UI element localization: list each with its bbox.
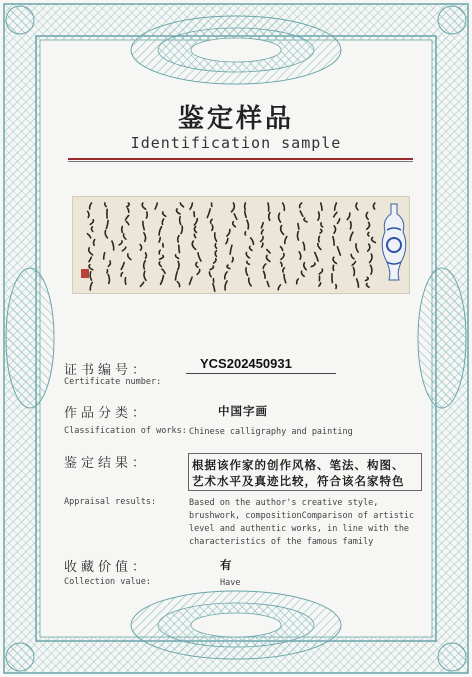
blue-white-vase-icon: [381, 200, 407, 290]
brush-stroke: [268, 203, 269, 211]
brush-stroke: [194, 218, 197, 225]
brush-stroke: [125, 215, 128, 219]
brush-stroke: [319, 236, 320, 242]
brush-stroke: [146, 253, 147, 258]
brush-stroke: [267, 281, 269, 286]
collection-label-cn: 收藏价值：: [64, 560, 150, 575]
brush-stroke: [321, 223, 323, 227]
brush-stroke: [128, 208, 129, 212]
classification-value-en: Chinese calligraphy and painting: [189, 427, 353, 437]
brush-stroke: [159, 262, 161, 267]
brush-stroke: [247, 261, 250, 264]
brush-stroke: [146, 212, 147, 218]
brush-stroke: [227, 229, 230, 236]
brush-stroke: [321, 203, 322, 210]
brush-stroke: [283, 203, 285, 210]
brush-stroke: [333, 257, 336, 263]
brush-stroke: [179, 245, 180, 252]
brush-stroke: [334, 212, 337, 217]
brush-stroke: [140, 282, 143, 286]
brush-stroke: [280, 247, 282, 251]
brush-stroke: [196, 262, 198, 267]
title-rule-red: [68, 158, 413, 160]
brush-stroke: [88, 211, 89, 217]
brush-stroke: [245, 211, 246, 217]
brush-stroke: [121, 273, 122, 276]
brush-stroke: [178, 261, 179, 270]
brush-stroke: [175, 272, 177, 280]
brush-stroke: [226, 238, 228, 243]
brush-stroke: [128, 254, 131, 260]
brush-stroke: [297, 231, 298, 240]
brush-stroke: [91, 227, 92, 231]
brush-stroke: [197, 270, 200, 275]
brush-stroke: [303, 242, 304, 250]
brush-stroke: [94, 240, 95, 246]
brush-stroke: [89, 248, 93, 255]
brush-stroke: [351, 254, 354, 258]
brush-stroke: [261, 223, 263, 228]
brush-stroke: [365, 277, 368, 280]
brush-stroke: [163, 212, 166, 216]
classification-value-cn: 中国字画: [218, 404, 268, 418]
brush-stroke: [264, 271, 266, 278]
brush-stroke: [112, 241, 114, 250]
brush-stroke: [304, 218, 307, 222]
brush-stroke: [249, 278, 251, 286]
brush-stroke: [176, 255, 179, 259]
appraisal-value-en-line2: brushwork, compositionComparison of artistic: [189, 511, 415, 521]
brush-stroke: [279, 213, 281, 222]
certificate-number: YCS202450931: [200, 356, 292, 371]
brush-stroke: [119, 241, 122, 245]
brush-stroke: [278, 285, 280, 290]
brush-stroke: [366, 284, 369, 288]
brush-stroke: [247, 220, 249, 229]
brush-stroke: [162, 219, 163, 224]
brush-stroke: [350, 232, 353, 240]
brush-stroke: [267, 250, 270, 253]
appraisal-value-en-line3: level and authentic works, in line with the: [189, 524, 410, 534]
left-medallion: [6, 268, 54, 408]
brush-stroke: [337, 247, 340, 255]
brush-stroke: [160, 255, 164, 259]
brush-stroke: [180, 217, 181, 225]
brush-stroke: [231, 203, 234, 212]
appraisal-value-cn-line1: 根据该作家的创作风格、笔法、构图、: [192, 458, 405, 472]
brush-stroke: [367, 222, 370, 229]
brush-stroke: [230, 245, 232, 254]
brush-stroke: [336, 285, 337, 289]
appraisal-value-en-line1: Based on the author's creative style,: [189, 498, 379, 508]
brush-stroke: [297, 279, 299, 284]
brush-stroke: [335, 203, 337, 210]
brush-stroke: [155, 203, 157, 209]
brush-stroke: [215, 244, 216, 249]
brush-stroke: [245, 203, 246, 210]
brush-stroke: [337, 219, 339, 224]
brush-stroke: [181, 226, 182, 233]
calligraphy-strokes: [73, 197, 409, 293]
brush-stroke: [370, 265, 372, 274]
appraisal-value-cn-line2: 艺术水平及真迹比较，符合该名家特色: [192, 474, 405, 488]
brush-stroke: [89, 265, 93, 270]
brush-stroke: [333, 265, 334, 270]
brush-stroke: [215, 233, 217, 241]
brush-stroke: [233, 222, 236, 227]
brush-stroke: [261, 236, 264, 241]
brush-stroke: [266, 255, 270, 261]
brush-stroke: [106, 220, 108, 228]
brush-stroke: [214, 259, 216, 263]
brush-stroke: [177, 282, 179, 287]
classification-label-cn: 作品分类：: [64, 406, 150, 421]
brush-stroke: [319, 283, 321, 286]
brush-stroke: [232, 257, 233, 261]
brush-stroke: [192, 241, 195, 249]
appraisal-label-cn: 鉴定结果：: [64, 456, 150, 471]
brush-stroke: [159, 250, 160, 254]
brush-stroke: [105, 203, 106, 207]
red-seal: [81, 269, 89, 278]
classification-label-en: Classification of works:: [64, 426, 187, 436]
brush-stroke: [90, 272, 91, 280]
brush-stroke: [350, 222, 351, 229]
brush-stroke: [207, 209, 210, 218]
brush-stroke: [90, 203, 92, 209]
brush-stroke: [300, 211, 303, 216]
title-english: Identification sample: [130, 134, 342, 152]
brush-stroke: [357, 279, 359, 287]
brush-stroke: [320, 229, 322, 233]
brush-stroke: [225, 272, 227, 279]
brush-stroke: [144, 233, 146, 241]
certificate-label-cn: 证书编号：: [64, 363, 150, 378]
brush-stroke: [90, 220, 93, 225]
collection-value-en: Have: [220, 578, 241, 588]
title-rule-gray: [68, 161, 413, 162]
brush-stroke: [225, 281, 227, 290]
brush-stroke: [211, 219, 213, 223]
brush-stroke: [318, 212, 319, 220]
brush-stroke: [334, 226, 336, 233]
brush-stroke: [122, 247, 125, 251]
brush-stroke: [87, 234, 90, 238]
brush-stroke: [246, 253, 249, 258]
brush-stroke: [315, 252, 318, 261]
certificate-label-en: Certificate number:: [64, 377, 162, 387]
brush-stroke: [190, 203, 192, 209]
appraisal-label-en: Appraisal results:: [64, 497, 157, 507]
brush-stroke: [246, 268, 248, 276]
brush-stroke: [178, 236, 179, 242]
brush-stroke: [189, 277, 192, 284]
brush-stroke: [143, 221, 144, 229]
brush-stroke: [227, 265, 230, 269]
collection-label-en: Collection value:: [64, 577, 151, 587]
brush-stroke: [284, 274, 286, 282]
brush-stroke: [180, 203, 183, 207]
brush-stroke: [262, 230, 264, 234]
brush-stroke: [108, 274, 109, 283]
brush-stroke: [281, 254, 284, 260]
appraisal-value-en-line4: characteristics of the famous family: [189, 537, 374, 547]
brush-stroke: [176, 209, 180, 214]
brush-stroke: [162, 269, 165, 273]
brush-stroke: [210, 266, 213, 270]
certificate-underline: [186, 373, 336, 374]
brush-stroke: [122, 226, 123, 232]
calligraphy-scroll-image: [72, 196, 410, 294]
brush-stroke: [366, 212, 368, 219]
title-chinese: 鉴定样品: [177, 104, 294, 134]
brush-stroke: [108, 261, 110, 266]
brush-stroke: [319, 269, 322, 274]
brush-stroke: [234, 214, 237, 219]
brush-stroke: [299, 252, 301, 259]
brush-stroke: [300, 203, 302, 208]
brush-stroke: [285, 237, 287, 244]
brush-stroke: [281, 226, 284, 235]
brush-stroke: [140, 244, 142, 250]
brush-stroke: [353, 267, 354, 275]
bottom-medallion: [131, 591, 341, 659]
brush-stroke: [105, 230, 107, 237]
brush-stroke: [333, 237, 334, 245]
brush-stroke: [127, 203, 130, 207]
brush-stroke: [107, 270, 108, 273]
brush-stroke: [372, 237, 376, 242]
brush-stroke: [104, 253, 105, 259]
brush-stroke: [161, 276, 164, 285]
brush-stroke: [269, 213, 270, 221]
brush-stroke: [142, 203, 145, 209]
brush-stroke: [298, 224, 299, 230]
brush-stroke: [144, 261, 146, 269]
brush-stroke: [368, 233, 369, 236]
brush-stroke: [356, 203, 358, 210]
brush-stroke: [215, 251, 216, 257]
brush-stroke: [251, 238, 254, 244]
brush-stroke: [347, 213, 350, 220]
brush-stroke: [262, 243, 263, 247]
collection-value-cn: 有: [220, 558, 233, 572]
top-medallion: [131, 16, 341, 84]
brush-stroke: [263, 264, 266, 268]
brush-stroke: [212, 225, 213, 230]
brush-stroke: [121, 263, 124, 270]
brush-stroke: [125, 278, 126, 285]
brush-stroke: [124, 234, 126, 239]
brush-stroke: [373, 203, 375, 209]
right-medallion: [418, 268, 466, 408]
brush-stroke: [194, 234, 195, 238]
brush-stroke: [318, 244, 321, 250]
brush-stroke: [245, 232, 246, 235]
brush-stroke: [194, 227, 196, 233]
brush-stroke: [311, 263, 315, 267]
brush-stroke: [250, 246, 252, 250]
brush-stroke: [198, 253, 201, 261]
brush-stroke: [281, 262, 282, 266]
brush-stroke: [304, 263, 306, 270]
brush-stroke: [89, 257, 91, 261]
brush-stroke: [283, 268, 285, 272]
brush-stroke: [213, 283, 215, 291]
brush-stroke: [352, 262, 355, 266]
brush-stroke: [370, 254, 372, 262]
brush-stroke: [368, 244, 370, 251]
brush-stroke: [159, 227, 161, 235]
brush-stroke: [159, 238, 160, 243]
brush-stroke: [90, 282, 92, 290]
brush-stroke: [301, 271, 304, 276]
brush-stroke: [126, 222, 128, 225]
brush-stroke: [144, 271, 146, 280]
brush-stroke: [356, 244, 358, 252]
brush-stroke: [209, 272, 211, 277]
